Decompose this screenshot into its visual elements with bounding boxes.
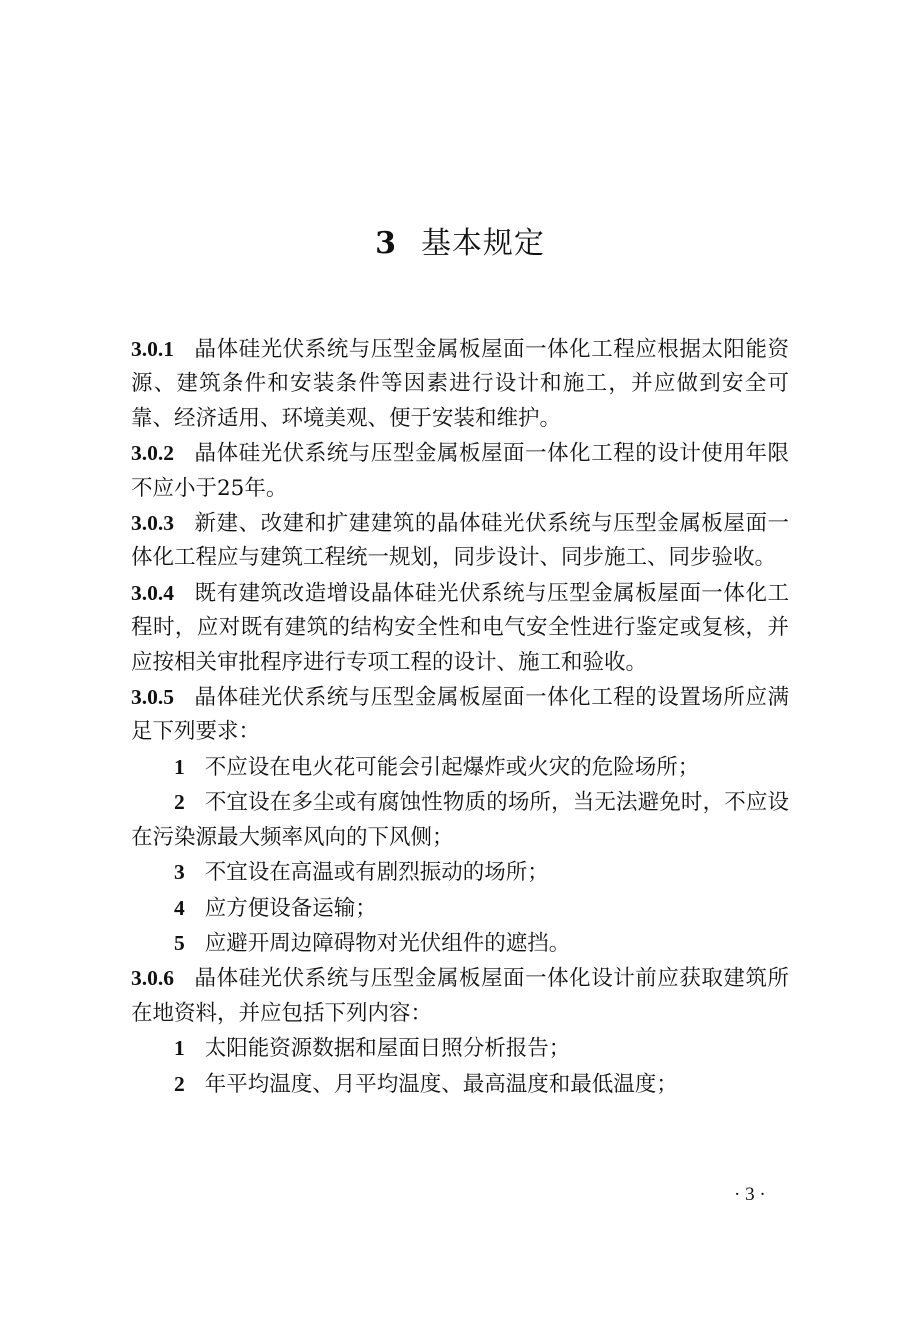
clause-text: 晶体硅光伏系统与压型金属板屋面一体化工程的设计使用年限不应小于25年。 <box>131 441 789 501</box>
item-number: 4 <box>174 895 185 920</box>
page-number: · 3 · <box>734 1184 766 1205</box>
clause-number: 3.0.4 <box>131 580 174 605</box>
clause-text: 晶体硅光伏系统与压型金属板屋面一体化设计前应获取建筑所在地资料，并应包括下列内容： <box>131 966 789 1026</box>
clause-text: 新建、改建和扩建建筑的晶体硅光伏系统与压型金属板屋面一体化工程应与建筑工程统一规划，同步设计、同步施工、同步验收。 <box>131 511 789 571</box>
clause-3-0-5 <box>131 680 789 750</box>
list-item <box>131 855 789 890</box>
item-number: 1 <box>174 1036 185 1061</box>
clause-text: 晶体硅光伏系统与压型金属板屋面一体化工程应根据太阳能资源、建筑条件和安装条件等因素进行设计和施工，并应做到安全可靠、经济适用、环境美观、便于安装和维护。 <box>131 337 789 431</box>
item-text: 年平均温度、月平均温度、最高温度和最低温度； <box>204 1071 678 1097</box>
chapter-heading <box>0 222 920 266</box>
list-item <box>131 1031 789 1066</box>
clause-list <box>131 332 789 1102</box>
clause-number: 3.0.2 <box>131 441 174 466</box>
clause-text: 既有建筑改造增设晶体硅光伏系统与压型金属板屋面一体化工程时，应对既有建筑的结构安全性和电气安全性进行鉴定或复核，并应按相关审批程序进行专项工程的设计、施工和验收。 <box>131 580 789 675</box>
item-text: 太阳能资源数据和屋面日照分析报告； <box>204 1036 571 1062</box>
clause-number: 3.0.6 <box>131 966 174 991</box>
item-number: 2 <box>174 790 185 815</box>
item-number: 5 <box>174 930 185 955</box>
list-item <box>131 926 789 961</box>
clause-number: 3.0.5 <box>131 685 174 710</box>
clause-3-0-1 <box>131 332 789 436</box>
list-item <box>131 891 789 926</box>
item-text: 不宜设在高温或有剧烈振动的场所； <box>204 860 549 886</box>
item-number: 3 <box>174 860 185 885</box>
chapter-number: 3 <box>375 226 397 261</box>
list-item <box>131 1067 789 1102</box>
item-text: 应避开周边障碍物对光伏组件的遮挡。 <box>204 930 571 956</box>
clause-text: 晶体硅光伏系统与压型金属板屋面一体化工程的设置场所应满足下列要求： <box>131 685 789 745</box>
clause-3-0-6 <box>131 961 789 1031</box>
item-text: 不宜设在多尘或有腐蚀性物质的场所，当无法避免时，不应设在污染源最大频率风向的下风侧； <box>131 790 789 850</box>
list-item <box>131 785 789 855</box>
item-text: 不应设在电火花可能会引起爆炸或火灾的危险场所； <box>204 754 700 780</box>
list-item <box>131 750 789 785</box>
item-number: 1 <box>174 754 185 779</box>
clause-3-0-4 <box>131 576 789 680</box>
item-text: 应方便设备运输； <box>204 895 377 921</box>
chapter-title: 基本规定 <box>420 226 545 261</box>
clause-3-0-2 <box>131 436 789 506</box>
clause-number: 3.0.3 <box>131 511 174 536</box>
item-number: 2 <box>174 1071 185 1096</box>
clause-3-0-3 <box>131 506 789 576</box>
clause-number: 3.0.1 <box>131 337 174 361</box>
